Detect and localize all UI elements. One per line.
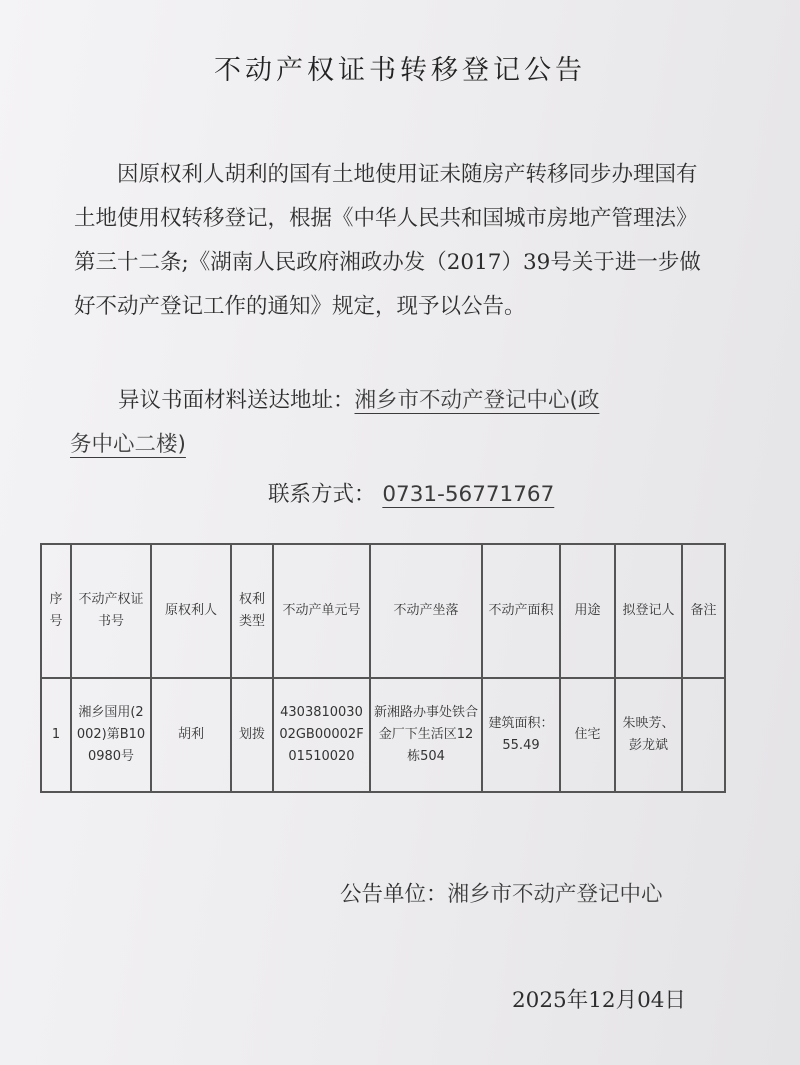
table-header-cell: 原权利人 — [151, 544, 231, 678]
issuer-label: 公告单位： — [340, 882, 448, 907]
objection-address-line2: 务中心二楼) — [70, 432, 186, 457]
table-header-cell: 用途 — [560, 544, 615, 678]
table-header-cell: 拟登记人 — [615, 544, 682, 678]
table-cell: 1 — [41, 678, 71, 792]
contact-label: 联系方式： — [268, 482, 376, 507]
table-cell — [682, 678, 725, 792]
issuer-line — [340, 877, 663, 908]
objection-address-line1: 湘乡市不动产登记中心(政 — [354, 388, 600, 413]
table-header-cell: 不动产单元号 — [273, 544, 370, 678]
page-title: 不动产权证书转移登记公告 — [214, 55, 586, 86]
table-header-cell: 序号 — [41, 544, 71, 678]
notice-date: 2025年12月04日 — [512, 988, 686, 1013]
objection-label: 异议书面材料送达地址： — [118, 388, 355, 413]
table-header-row — [41, 544, 725, 678]
table-cell: 建筑面积：55.49 — [482, 678, 560, 792]
body-paragraph: 因原权利人胡利的国有土地使用证未随房产转移同步办理国有土地使用权转移登记，根据《中华人民共和国城市房地产管理法》第三十二条;《湖南人民政府湘政办发（2017）39号关于进一步做好不动产登记工作的通知》规定，现予以公告。 — [74, 162, 701, 319]
table-cell: 胡利 — [151, 678, 231, 792]
table-header-cell: 不动产权证书号 — [71, 544, 151, 678]
table-cell: 430381003002GB00002F01510020 — [273, 678, 370, 792]
table-cell: 湘乡国用(2002)第B100980号 — [71, 678, 151, 792]
table-header-cell: 不动产坐落 — [370, 544, 482, 678]
table-header-cell: 不动产面积 — [482, 544, 560, 678]
objection-line — [118, 383, 599, 414]
table-header-cell: 权利类型 — [231, 544, 273, 678]
contact-line — [268, 477, 554, 508]
table-cell: 住宅 — [560, 678, 615, 792]
table-cell: 新湘路办事处铁合金厂下生活区12栋504 — [370, 678, 482, 792]
objection-address-continuation — [70, 427, 186, 458]
table-row — [41, 678, 725, 792]
table-header-cell: 备注 — [682, 544, 725, 678]
registration-table — [40, 543, 726, 793]
issuer-name: 湘乡市不动产登记中心 — [447, 882, 663, 907]
table-cell: 划拨 — [231, 678, 273, 792]
table-cell: 朱映芳、彭龙斌 — [615, 678, 682, 792]
contact-phone: 0731-56771767 — [382, 482, 555, 507]
